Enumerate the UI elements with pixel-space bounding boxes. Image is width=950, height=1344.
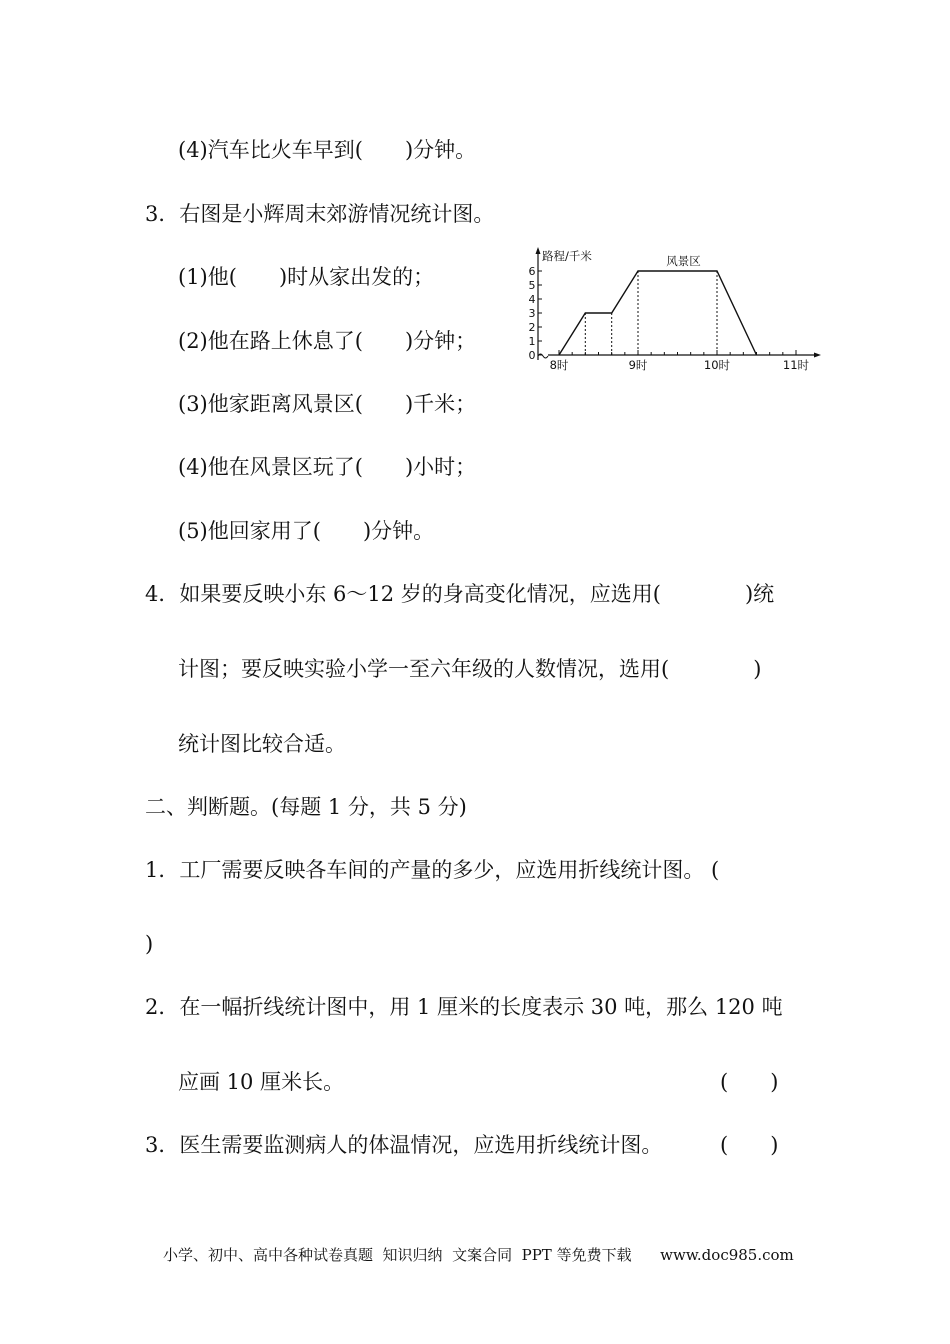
judge-question-2-bracket: ( ) xyxy=(720,1070,779,1094)
question-3-part-2: (2)他在路上休息了( )分钟； xyxy=(178,329,477,353)
y-tick-label-2: 2 xyxy=(528,321,536,334)
question-4-line-2: 计图；要反映实验小学一至六年级的人数情况，选用( ) xyxy=(178,657,762,681)
x-axis-arrow xyxy=(814,353,821,358)
footer-text: 小学、初中、高中各种试卷真题 知识归纳 文案合同 PPT 等免费下载 www.doc985.com xyxy=(163,1246,794,1264)
question-3-part-3: (3)他家距离风景区( )千米； xyxy=(178,392,477,416)
judge-question-3-bracket: ( ) xyxy=(720,1133,779,1157)
question-3-part-4: (4)他在风景区玩了( )小时； xyxy=(178,455,477,479)
x-tick-label-8: 8时 xyxy=(549,358,569,372)
annotation-label: 风景区 xyxy=(666,254,701,268)
question-2-part-4: (4)汽车比火车早到( )分钟。 xyxy=(178,138,477,162)
judge-question-2-line-1: 2．在一幅折线统计图中，用 1 厘米的长度表示 30 吨，那么 120 吨 xyxy=(145,995,783,1019)
question-3-part-5: (5)他回家用了( )分钟。 xyxy=(178,519,435,543)
y-tick-label-1: 1 xyxy=(528,335,536,348)
question-4-line-3: 统计图比较合适。 xyxy=(178,732,346,756)
judge-question-1: 1．工厂需要反映各车间的产量的多少，应选用折线统计图。 ( xyxy=(145,858,720,882)
y-axis-arrow xyxy=(536,247,541,254)
section-2-heading: 二、判断题。(每题 1 分，共 5 分) xyxy=(145,795,467,819)
x-tick-label-10: 10时 xyxy=(703,358,731,372)
y-tick-label-0: 0 xyxy=(528,349,536,362)
y-tick-label-6: 6 xyxy=(528,265,536,278)
judge-question-1-bracket: ) xyxy=(145,932,154,956)
distance-line xyxy=(559,271,757,355)
y-tick-label-5: 5 xyxy=(528,279,536,292)
x-tick-label-9: 9时 xyxy=(628,358,648,372)
judge-question-3: 3．医生需要监测病人的体温情况，应选用折线统计图。 xyxy=(145,1133,663,1157)
distance-time-chart xyxy=(515,245,825,375)
question-4-line-1: 4．如果要反映小东 6～12 岁的身高变化情况，应选用( )统 xyxy=(145,582,775,606)
y-tick-label-4: 4 xyxy=(528,293,536,306)
y-axis-label: 路程/千米 xyxy=(542,249,592,263)
question-3-part-1: (1)他( )时从家出发的； xyxy=(178,265,435,289)
judge-question-2-line-2: 应画 10 厘米长。 xyxy=(178,1070,345,1094)
x-tick-label-11: 11时 xyxy=(782,358,810,372)
y-tick-label-3: 3 xyxy=(528,307,536,320)
question-3-stem: 3．右图是小辉周末郊游情况统计图。 xyxy=(145,202,495,226)
